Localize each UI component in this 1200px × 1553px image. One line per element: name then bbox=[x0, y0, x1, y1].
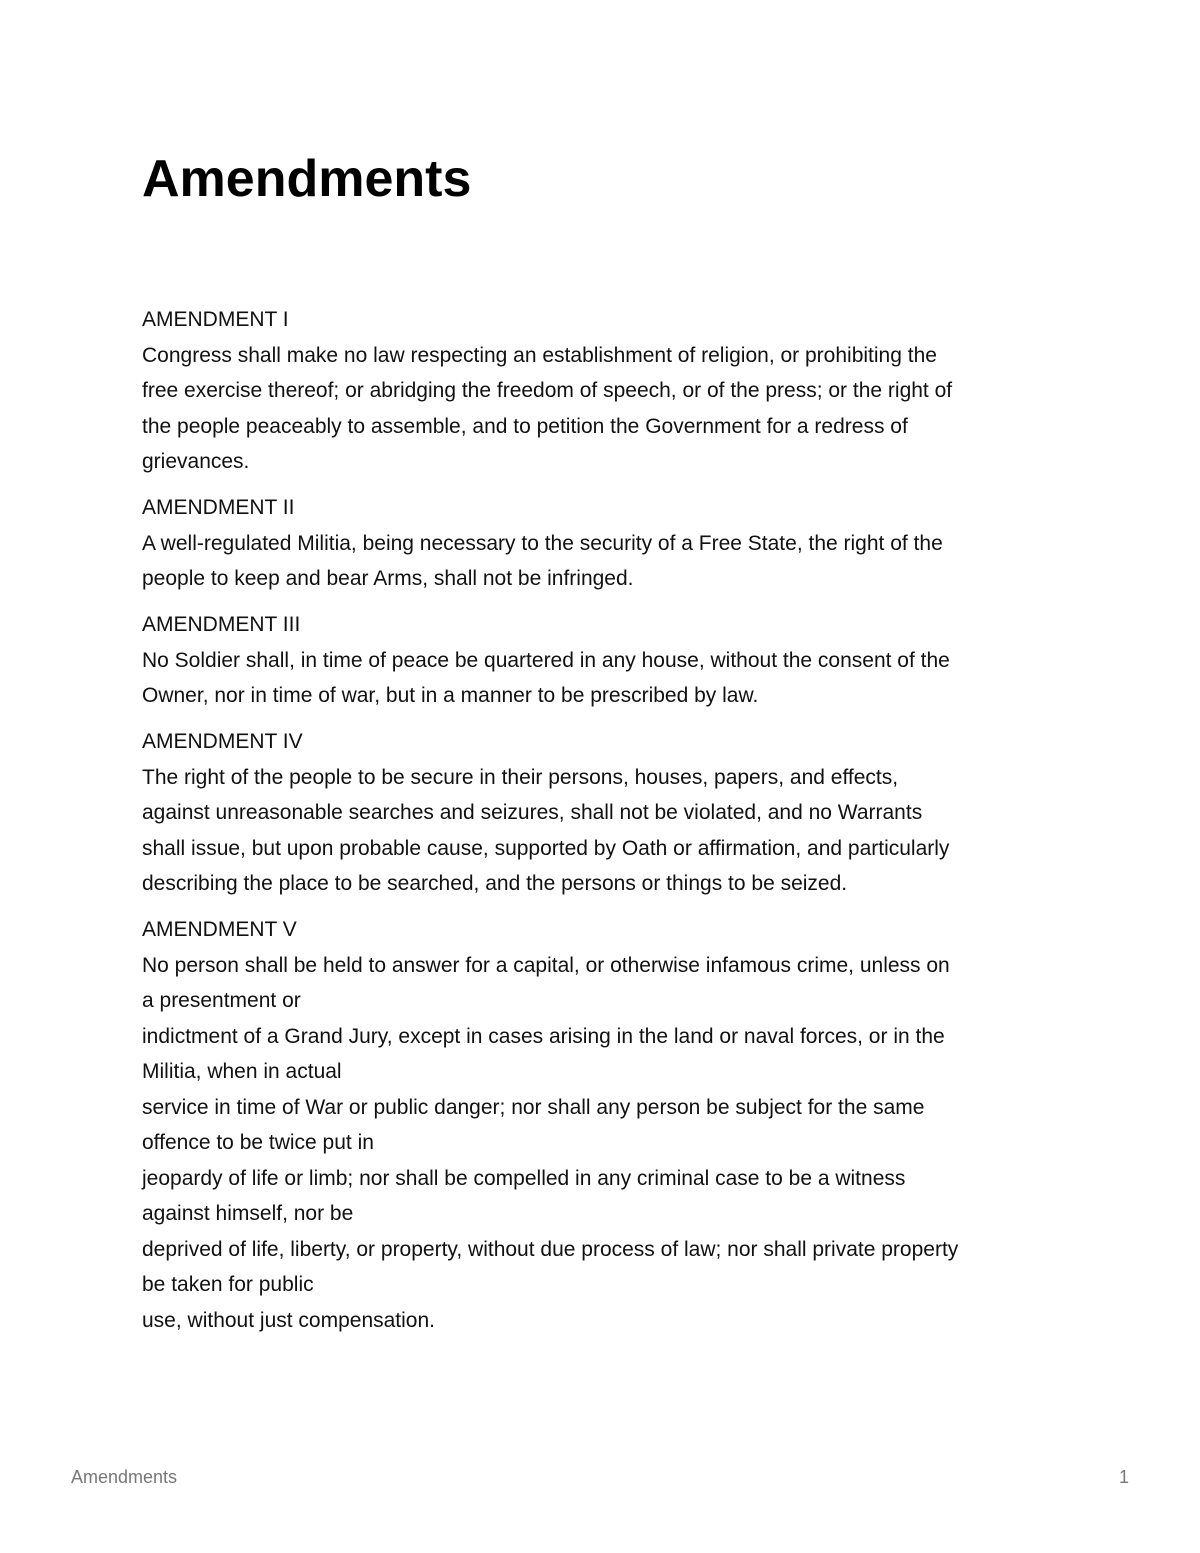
amendment-text-line: indictment of a Grand Jury, except in cases arising in the land or naval forces, or in the bbox=[142, 1024, 945, 1048]
page-title: Amendments bbox=[142, 150, 472, 208]
document-body bbox=[142, 302, 1062, 1349]
amendment-text-line: free exercise thereof; or abridging the freedom of speech, or of the press; or the right of bbox=[142, 379, 953, 402]
amendment-text-line: Militia, when in actual bbox=[142, 1060, 342, 1083]
amendment-text-line: No Soldier shall, in time of peace be quartered in any house, without the consent of the bbox=[142, 648, 950, 672]
amendment-text-line: describing the place to be searched, and the persons or things to be seized. bbox=[142, 872, 848, 895]
footer-document-title: Amendments bbox=[71, 1467, 178, 1487]
amendment-5 bbox=[142, 912, 1062, 1338]
amendment-text-line: be taken for public bbox=[142, 1273, 314, 1296]
amendment-text-line: A well-regulated Militia, being necessary to the security of a Free State, the right of the bbox=[142, 531, 943, 555]
amendment-heading: AMENDMENT II bbox=[142, 496, 295, 519]
amendment-1 bbox=[142, 302, 1062, 480]
amendment-2 bbox=[142, 490, 1062, 597]
amendment-4 bbox=[142, 724, 1062, 902]
amendment-heading: AMENDMENT III bbox=[142, 613, 301, 636]
amendment-text-line: The right of the people to be secure in their persons, houses, papers, and effects, bbox=[142, 765, 899, 789]
amendment-text-line: people to keep and bear Arms, shall not be infringed. bbox=[142, 567, 634, 590]
amendment-text-line: grievances. bbox=[142, 450, 250, 473]
amendment-heading: AMENDMENT I bbox=[142, 308, 289, 331]
amendment-heading: AMENDMENT IV bbox=[142, 730, 303, 753]
amendment-heading: AMENDMENT V bbox=[142, 918, 297, 941]
amendment-3 bbox=[142, 607, 1062, 714]
amendment-text-line: a presentment or bbox=[142, 989, 301, 1012]
amendment-text-line: Owner, nor in time of war, but in a manner to be prescribed by law. bbox=[142, 684, 759, 707]
amendment-text-line: offence to be twice put in bbox=[142, 1131, 374, 1154]
amendment-text-line: No person shall be held to answer for a capital, or otherwise infamous crime, unless on bbox=[142, 953, 950, 977]
amendment-text-line: against himself, nor be bbox=[142, 1202, 354, 1225]
amendment-text-line: service in time of War or public danger; nor shall any person be subject for the same bbox=[142, 1095, 925, 1119]
amendment-text-line: jeopardy of life or limb; nor shall be compelled in any criminal case to be a witness bbox=[142, 1166, 906, 1190]
amendment-text-line: the people peaceably to assemble, and to petition the Government for a redress of bbox=[142, 414, 908, 438]
footer-page-number: 1 bbox=[1118, 1467, 1129, 1487]
amendment-text-line: shall issue, but upon probable cause, supported by Oath or affirmation, and particularly bbox=[142, 836, 950, 860]
amendment-text-line: use, without just compensation. bbox=[142, 1308, 435, 1332]
amendment-text-line: deprived of life, liberty, or property, without due process of law; nor shall private property bbox=[142, 1237, 959, 1261]
amendment-text-line: against unreasonable searches and seizures, shall not be violated, and no Warrants bbox=[142, 801, 923, 824]
amendment-text-line: Congress shall make no law respecting an establishment of religion, or prohibiting the bbox=[142, 343, 937, 367]
